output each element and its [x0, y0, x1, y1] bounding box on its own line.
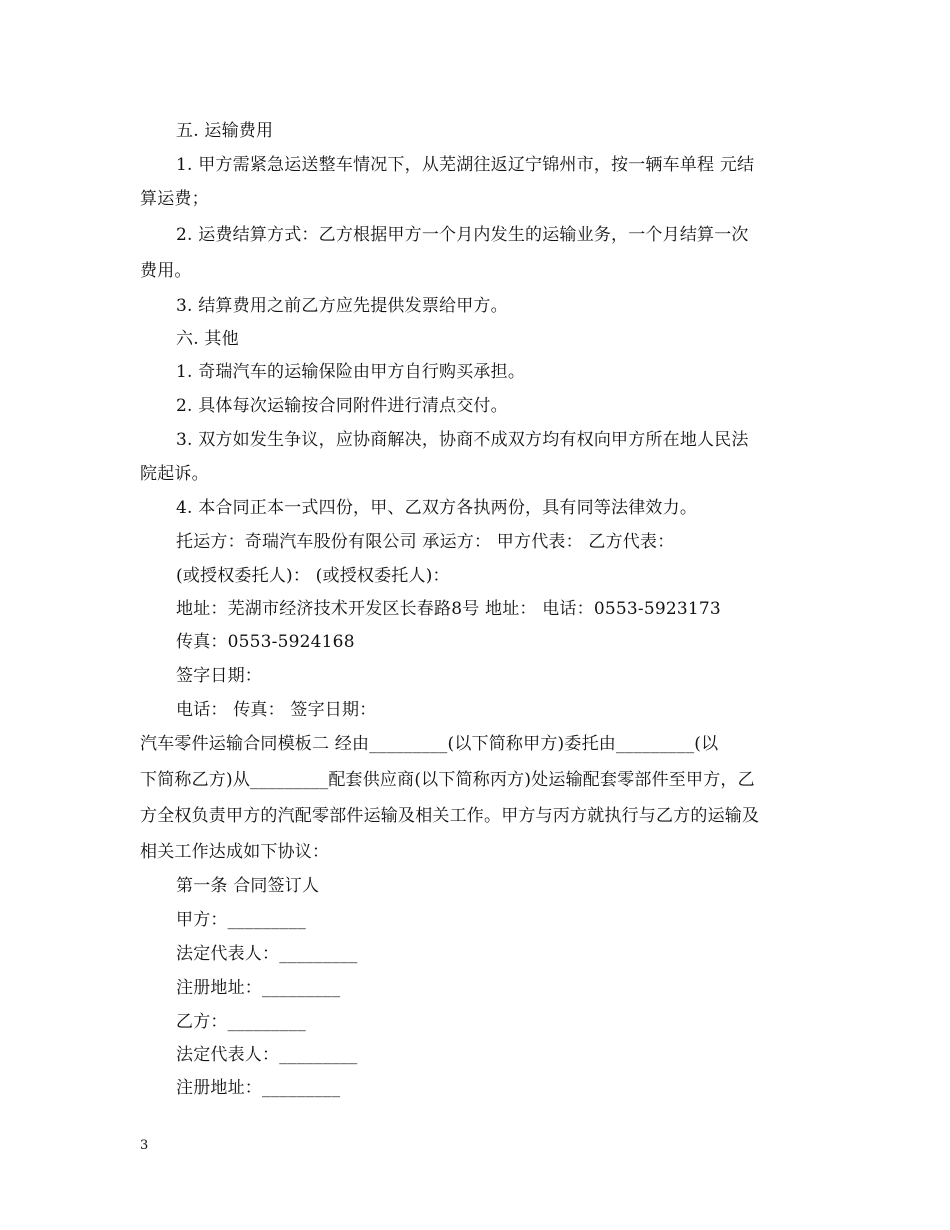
- paragraph-line: 1. 奇瑞汽车的运输保险由甲方自行购买承担。: [176, 362, 526, 382]
- page-number: 3: [140, 1138, 149, 1153]
- party-b-field: 乙方：_________: [176, 1012, 306, 1032]
- registered-address-field: 注册地址：_________: [176, 978, 341, 998]
- sign-date-line: 签字日期：: [176, 666, 262, 686]
- fax-line: 传真：0553-5924168: [176, 632, 355, 652]
- paragraph-line: 下简称乙方)从_________配套供应商(以下简称丙方)处运输配套零部件至甲方，乙: [140, 770, 755, 790]
- article-heading: 第一条 合同签订人: [176, 876, 320, 896]
- address-line: 地址：芜湖市经济技术开发区长春路8号 地址： 电话：0553-5923173: [176, 599, 721, 619]
- legal-rep-field: 法定代表人：_________: [176, 944, 358, 964]
- paragraph-line: 费用。: [140, 261, 192, 281]
- registered-address-field: 注册地址：_________: [176, 1078, 341, 1098]
- paragraph-line: 院起诉。: [140, 464, 209, 484]
- paragraph-line: 1. 甲方需紧急运送整车情况下，从芜湖往返辽宁锦州市，按一辆车单程 元结: [176, 155, 755, 175]
- paragraph-line: 算运费；: [140, 189, 209, 209]
- paragraph-line: 4. 本合同正本一式四份，甲、乙双方各执两份，具有同等法律效力。: [176, 498, 698, 518]
- signature-parties-line: 托运方：奇瑞汽车股份有限公司 承运方： 甲方代表： 乙方代表：: [176, 532, 675, 552]
- paragraph-line: 3. 结算费用之前乙方应先提供发票给甲方。: [176, 296, 508, 316]
- paragraph-line: 2. 具体每次运输按合同附件进行清点交付。: [176, 396, 508, 416]
- template-two-title-line: 汽车零件运输合同模板二 经由_________(以下简称甲方)委托由_________(以: [140, 734, 719, 754]
- signature-parties-line: (或授权委托人)： (或授权委托人)：: [176, 566, 450, 586]
- paragraph-line: 2. 运费结算方式：乙方根据甲方一个月内发生的运输业务，一个月结算一次: [176, 225, 749, 245]
- paragraph-line: 方全权负责甲方的汽配零部件运输及相关工作。甲方与丙方就执行与乙方的运输及: [140, 806, 760, 826]
- section-heading-other: 六. 其他: [176, 329, 239, 349]
- section-heading-transport-fees: 五. 运输费用: [176, 121, 274, 141]
- paragraph-line: 3. 双方如发生争议，应协商解决，协商不成双方均有权向甲方所在地人民法: [176, 430, 749, 450]
- paragraph-line: 相关工作达成如下协议：: [140, 842, 330, 862]
- party-a-field: 甲方：_________: [176, 910, 306, 930]
- contact-line: 电话： 传真： 签字日期：: [176, 700, 377, 720]
- legal-rep-field: 法定代表人：_________: [176, 1045, 358, 1065]
